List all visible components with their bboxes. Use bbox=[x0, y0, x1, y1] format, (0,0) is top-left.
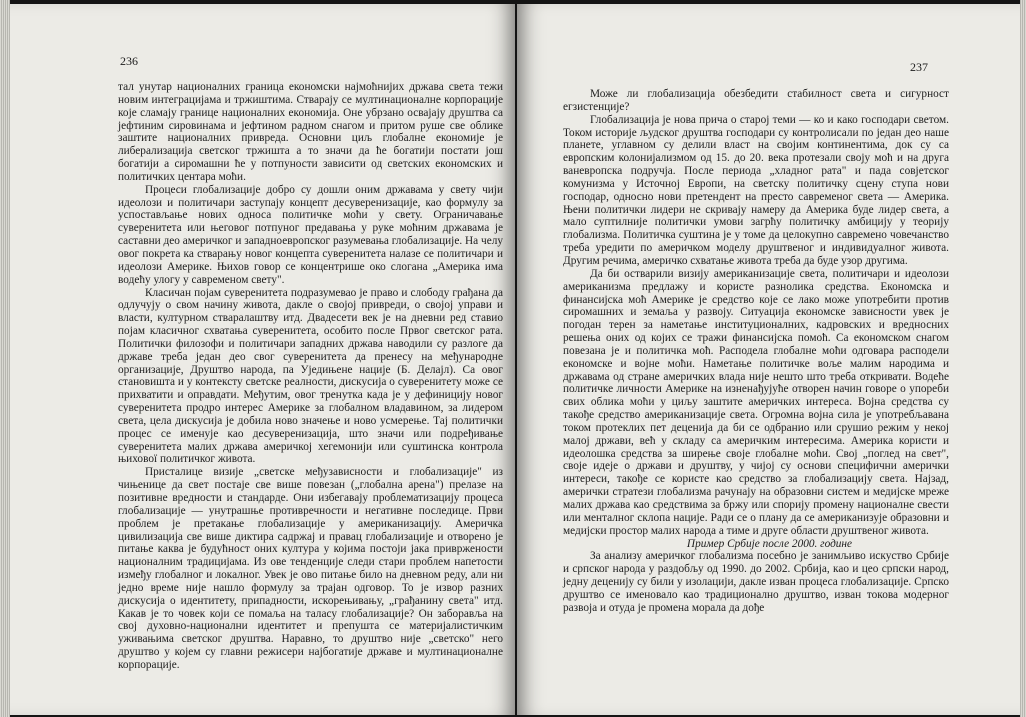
left-page bbox=[10, 4, 515, 715]
page-edges-left bbox=[0, 0, 10, 717]
page-number-right: 237 bbox=[910, 60, 928, 74]
right-page-text bbox=[563, 88, 949, 615]
left-page-text bbox=[118, 81, 503, 672]
right-page bbox=[517, 4, 1020, 715]
paragraph: тал унутар националних граница економски најмоћнијих држава света тежи новим интеграцијама и тржиштима. Стварају се мултинационалне корпорације које сламају границе националних економија. Оне убрзано освајају друштва са јефтиним сировинама и јефтином радном снагом и притом руше све облике заштите националних привреда. Основни циљ глобалне економије је либерализација светског тржишта а то значи да ће богатији постати још богатији а сиромашни ће у потпуности зависити од светских економских и политичких центара моћи. bbox=[118, 81, 503, 183]
page-number-left: 236 bbox=[120, 54, 138, 68]
paragraph: Процеси глобализације добро су дошли оним државама у свету чији идеолози и политичари заступају концепт десуверенизације, као формулу за успостављање нових односа политичке моћи у свету. Ограничавање суверенитета или његовог потпуног предавања у руке моћним државама је саставни део америчког и западноевропског разумевања глобализације. На челу овог покрета ка стварању новог концепта суверенитета налазе се политичари и идеолози Америке. Њихов говор се концентрише око слогана „Америка има водећу улогу у савременом свету". bbox=[118, 183, 503, 286]
paragraph: Може ли глобализација обезбедити стабилност света и сигурност егзистенције? bbox=[563, 88, 949, 113]
paragraph: Глобализација је нова прича о старој теми — ко и како господари светом. Током историје људског друштва господари су контролисали по један део наше планете, углавном су делили власт на својим континентима, док су са европским колонијализмом од 15. до 20. века протезали своју моћ и на друга ваневропска подручја. После периода „хладног рата" и пада совјетског комунизма у Источној Европи, на светску политичку сцену ступа нови господар, односно нови претендент на престо савременог света — Америка. Њени политички лидери не скривају намеру да Америка буде лидер света, а мало суптилније политички умови загрћу политичку амбицију у теорију глобализма. Политичка суштина је у томе да целокупно савремено човечанство треба уредити по америчком моделу друштвеног и индивидуалног живота. Другим речима, америчко схватање живота треба да буде узор другима. bbox=[563, 113, 949, 267]
paragraph: Класичан појам суверенитета подразумевао је право и слободу грађана да одлучују о свом начину живота, дакле о својој привреди, о својој управи и власти, културном стваралаштву итд. Двадесети век је на дневни ред ставио појам класичног схватања суверенитета, особито после Првог светског рата. Политички филозофи и политичари западних држава наводили су разлоге да државе треба један део свог суверенитета да пренесу на међународне организације, Друштво народа, па Уједињене нације (Б. Делајл). Са овог становишта и у контексту светске реалности, дискусија о суверенитету може се прихватити и оправдати. Међутим, овог тренутка када је у дефиницију новог суверенитета продро интерес Америке за глобалном владавином, за лидером света, цела дискусија је добила ново значење и ново усмерење. Тај политички процес се именује као десуверенизација, што значи или подређивање суверенитета малих држава америчкој хегемонији или суштинска контрола њихової политичког живота. bbox=[118, 286, 503, 466]
section-subheading: Пример Србије после 2000. године bbox=[686, 537, 853, 550]
page-edges-right bbox=[1020, 0, 1026, 717]
paragraph: Присталице визије „светске међузависности и глобализације" из чињенице да свет постаје све више повезан („глобална арена") прелазе на позитивне вредности и стандарде. Они избегавају проблематизацију процеса глобализације — унутрашње противречности и негативне последице. Први проблем је претакање глобализације у американизацију. Америчка цивилизација све више диктира садржај и правац глобализације и отворено је питање каква је будућност оних култура у којима постоји јака привржености националним традицијама. Из ове тенденције следи стари проблем напетости између глобалног и локалног. Увек је ово питање било на дневном реду, али ни једно време није нашло формулу за трајан одговор. То је извор разних дискусија о идентитету, припадности, искорењивању, „грађанину света" итд. Какав је то човек који се помаља на таласу глобализације? Он заборавља на свој духовно-национални идентитет и препушта се материјалистичким уживањима светског друштва. Наравно, то друштво није „светско" него друштво у којем су главни режисери најбогатије државе и мултинационалне корпорације. bbox=[118, 466, 503, 671]
paragraph: Да би остварили визију американизације света, политичари и идеолози американизма предлажу и користе разнолика средства. Економска и финансијска моћ Америке је средство које се лако може употребити против сиромашних и земаља у развоју. Ситуација економске зависности увек је погодан терен за наметање институционалних, кадровских и вредносних решења оних од којих се тражи финансијска помоћ. Са економском снагом повезана је и политичка моћ. Расподела глобалне моћи одговара расподели економске и војне моћи. Наметање политичке воље малим народима и државама од стране америчких влада није нешто што треба откривати. Водеће политичке личности Америке на изненађујуће отворен начин говоре о упореби свих облика моћи у циљу заштите америчких интереса. Војна средства су такође средство американизације света. Огромна војна сила је употребљавана током протеклих пет деценија да би се одбранио или срушио режим у некој малој држави, већ у складу са америчким интересима. Америка користи и идеолошка средства за ширење своје глобалне моћи. Свој „поглед на свет", своје идеје о држави и друштву, у чијој су основи специфични амерички интереси, такође се користе као средство за глобализацију света. Најзад, амерички стратези глобализма рачунају на образовни систем и медијске мреже малих држава као средствима за бржу или спорију промену националне свести или менталног склопа нације. Ради се о плану да се американизује образовни и медијски простор малих народа а тиме и друге области друштвеног живота. bbox=[563, 267, 949, 537]
paragraph: За анализу америчког глобализма посебно је занимљиво искуство Србије и српског народа у раздобљу од 1990. до 2002. Србија, као и цео српски народ, једну деценију су били у изолацији, дакле изван процеса глобализације. Српско друштво се именовало као традиционално друштво, изван токова модерног развоја и отуда је промена морала да дође bbox=[563, 550, 949, 614]
